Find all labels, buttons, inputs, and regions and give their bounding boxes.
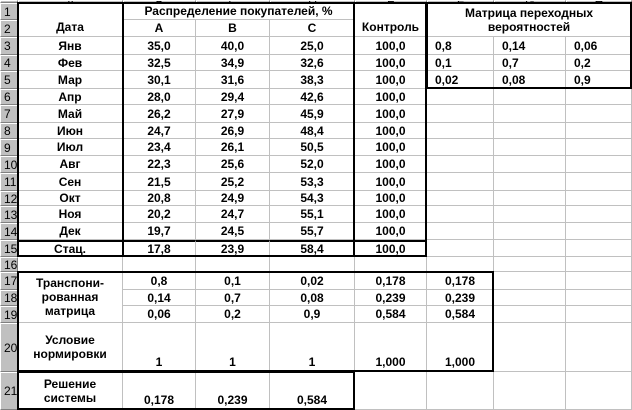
- share-a-cell[interactable]: 28,0: [123, 89, 196, 105]
- month-label[interactable]: Май: [18, 105, 123, 123]
- matrix-cell[interactable]: 0,14: [494, 37, 566, 55]
- empty-cell[interactable]: [494, 123, 566, 139]
- empty-cell[interactable]: [427, 223, 494, 240]
- empty-cell[interactable]: [566, 306, 632, 323]
- empty-cell[interactable]: [427, 123, 494, 139]
- empty-cell[interactable]: [494, 272, 566, 290]
- empty-cell[interactable]: [494, 206, 566, 223]
- normalization-cell[interactable]: 1,000: [355, 323, 427, 372]
- empty-cell[interactable]: [566, 89, 632, 105]
- share-b-cell[interactable]: 25,2: [196, 173, 270, 191]
- row-header-7[interactable]: 7: [0, 105, 18, 123]
- empty-cell[interactable]: [196, 257, 270, 272]
- share-b-cell[interactable]: 34,9: [196, 55, 270, 71]
- month-label[interactable]: Окт: [18, 191, 123, 206]
- empty-cell[interactable]: [494, 89, 566, 105]
- empty-cell[interactable]: [427, 139, 494, 156]
- row-header-11[interactable]: 11: [0, 173, 18, 191]
- empty-cell[interactable]: [566, 372, 632, 410]
- matrix-cell[interactable]: 0,08: [494, 71, 566, 89]
- month-label[interactable]: Ноя: [18, 206, 123, 223]
- empty-cell[interactable]: [566, 173, 632, 191]
- empty-cell[interactable]: [566, 206, 632, 223]
- month-label[interactable]: Июн: [18, 123, 123, 139]
- transposed-cell[interactable]: 0,2: [196, 306, 270, 323]
- share-b-cell[interactable]: 26,9: [196, 123, 270, 139]
- share-c-cell[interactable]: 32,6: [270, 55, 355, 71]
- share-a-cell[interactable]: 21,5: [123, 173, 196, 191]
- empty-cell[interactable]: [427, 105, 494, 123]
- empty-cell[interactable]: [566, 240, 632, 257]
- share-a-cell[interactable]: 24,7: [123, 123, 196, 139]
- normalization-cell[interactable]: 1,000: [427, 323, 494, 372]
- share-c-cell[interactable]: 53,3: [270, 173, 355, 191]
- share-b-cell[interactable]: 40,0: [196, 37, 270, 55]
- matrix-cell[interactable]: 0,7: [494, 55, 566, 71]
- share-c-cell[interactable]: 48,4: [270, 123, 355, 139]
- empty-cell[interactable]: [427, 156, 494, 173]
- matrix-cell[interactable]: 0,9: [566, 71, 632, 89]
- row-header-17[interactable]: 17: [0, 272, 18, 290]
- empty-cell[interactable]: [566, 105, 632, 123]
- row-header-8[interactable]: 8: [0, 123, 18, 139]
- row-header-19[interactable]: 19: [0, 306, 18, 323]
- empty-cell[interactable]: [355, 372, 427, 410]
- empty-cell[interactable]: [494, 323, 566, 372]
- empty-cell[interactable]: [494, 105, 566, 123]
- share-a-cell[interactable]: 17,8: [123, 240, 196, 257]
- share-c-cell[interactable]: 54,3: [270, 191, 355, 206]
- empty-cell[interactable]: [355, 257, 427, 272]
- share-c-cell[interactable]: 45,9: [270, 105, 355, 123]
- control-cell[interactable]: 100,0: [355, 191, 427, 206]
- empty-cell[interactable]: [18, 257, 123, 272]
- row-header-13[interactable]: 13: [0, 206, 18, 223]
- header-distribution[interactable]: Распределение покупателей, %: [123, 3, 355, 20]
- empty-cell[interactable]: [566, 191, 632, 206]
- share-c-cell[interactable]: 25,0: [270, 37, 355, 55]
- share-c-cell[interactable]: 50,5: [270, 139, 355, 156]
- control-cell[interactable]: 100,0: [355, 71, 427, 89]
- header-matrix[interactable]: Матрица переходных вероятностей: [427, 3, 632, 37]
- share-b-cell[interactable]: 26,1: [196, 139, 270, 156]
- row-header-14[interactable]: 14: [0, 223, 18, 240]
- header-control[interactable]: Контроль: [355, 3, 427, 37]
- share-a-cell[interactable]: 22,3: [123, 156, 196, 173]
- empty-cell[interactable]: [427, 372, 494, 410]
- header-col-a[interactable]: A: [123, 20, 196, 37]
- empty-cell[interactable]: [566, 290, 632, 306]
- share-b-cell[interactable]: 24,5: [196, 223, 270, 240]
- control-cell[interactable]: 100,0: [355, 206, 427, 223]
- empty-cell[interactable]: [566, 223, 632, 240]
- row-header-21[interactable]: 21: [0, 372, 18, 410]
- normalization-label[interactable]: Условие нормировки: [18, 323, 123, 372]
- solution-cell[interactable]: 0,239: [196, 372, 270, 410]
- empty-cell[interactable]: [494, 139, 566, 156]
- normalization-cell[interactable]: 1: [123, 323, 196, 372]
- row-header-16[interactable]: 16: [0, 257, 18, 272]
- empty-cell[interactable]: [566, 257, 632, 272]
- control-cell[interactable]: 100,0: [355, 37, 427, 55]
- share-b-cell[interactable]: 31,6: [196, 71, 270, 89]
- share-b-cell[interactable]: 29,4: [196, 89, 270, 105]
- control-cell[interactable]: 100,0: [355, 55, 427, 71]
- transposed-cell[interactable]: 0,1: [196, 272, 270, 290]
- share-c-cell[interactable]: 55,7: [270, 223, 355, 240]
- empty-cell[interactable]: [494, 156, 566, 173]
- share-c-cell[interactable]: 52,0: [270, 156, 355, 173]
- empty-cell[interactable]: [494, 173, 566, 191]
- solution-label[interactable]: Решение системы: [18, 372, 123, 410]
- share-c-cell[interactable]: 58,4: [270, 240, 355, 257]
- transposed-label[interactable]: [18, 272, 123, 323]
- empty-cell[interactable]: [566, 272, 632, 290]
- empty-cell[interactable]: [494, 372, 566, 410]
- matrix-cell[interactable]: 0,1: [427, 55, 494, 71]
- row-header-20[interactable]: 20: [0, 323, 18, 372]
- transposed-label-line: матрица: [44, 304, 96, 318]
- row-header-9[interactable]: 9: [0, 139, 18, 156]
- transposed-cell[interactable]: 0,178: [355, 272, 427, 290]
- empty-cell[interactable]: [427, 257, 494, 272]
- transposed-cell[interactable]: 0,02: [270, 272, 355, 290]
- row-header-15[interactable]: 15: [0, 240, 18, 257]
- solution-cell[interactable]: 0,584: [270, 372, 355, 410]
- control-cell[interactable]: 100,0: [355, 223, 427, 240]
- empty-cell[interactable]: [494, 306, 566, 323]
- empty-cell[interactable]: [566, 139, 632, 156]
- share-b-cell[interactable]: 24,7: [196, 206, 270, 223]
- month-label[interactable]: Сен: [18, 173, 123, 191]
- control-cell[interactable]: 100,0: [355, 105, 427, 123]
- month-label[interactable]: Стац.: [18, 240, 123, 257]
- normalization-cell[interactable]: 1: [270, 323, 355, 372]
- row-header-12[interactable]: 12: [0, 191, 18, 206]
- transposed-cell[interactable]: 0,178: [427, 272, 494, 290]
- normalization-cell[interactable]: 1: [196, 323, 270, 372]
- row-header-10[interactable]: 10: [0, 156, 18, 173]
- share-c-cell[interactable]: 38,3: [270, 71, 355, 89]
- empty-cell[interactable]: [494, 257, 566, 272]
- empty-cell[interactable]: [427, 191, 494, 206]
- month-label[interactable]: Янв: [18, 37, 123, 55]
- empty-cell[interactable]: [427, 240, 494, 257]
- transposed-cell[interactable]: 0,9: [270, 306, 355, 323]
- share-b-cell[interactable]: 24,9: [196, 191, 270, 206]
- transposed-label-line: Транспони-: [36, 276, 104, 290]
- month-label[interactable]: Апр: [18, 89, 123, 105]
- empty-cell[interactable]: [566, 123, 632, 139]
- control-cell[interactable]: 100,0: [355, 123, 427, 139]
- empty-cell[interactable]: [494, 290, 566, 306]
- row-header-1[interactable]: 1: [0, 3, 18, 20]
- transposed-cell[interactable]: 0,239: [355, 290, 427, 306]
- transposed-cell[interactable]: 0,239: [427, 290, 494, 306]
- empty-cell[interactable]: [427, 206, 494, 223]
- row-header-2[interactable]: 2: [0, 20, 18, 37]
- share-c-cell[interactable]: 55,1: [270, 206, 355, 223]
- row-header-4[interactable]: 4: [0, 55, 18, 71]
- control-cell[interactable]: 100,0: [355, 89, 427, 105]
- empty-cell[interactable]: [427, 89, 494, 105]
- empty-cell[interactable]: [494, 223, 566, 240]
- header-col-c[interactable]: C: [270, 20, 355, 37]
- share-b-cell[interactable]: 25,6: [196, 156, 270, 173]
- share-a-cell[interactable]: 20,8: [123, 191, 196, 206]
- matrix-cell[interactable]: 0,8: [427, 37, 494, 55]
- control-cell[interactable]: 100,0: [355, 173, 427, 191]
- row-header-6[interactable]: 6: [0, 89, 18, 105]
- control-cell[interactable]: 100,0: [355, 156, 427, 173]
- empty-cell[interactable]: [270, 257, 355, 272]
- share-a-cell[interactable]: 26,2: [123, 105, 196, 123]
- month-label[interactable]: Июл: [18, 139, 123, 156]
- transposed-cell[interactable]: 0,06: [123, 306, 196, 323]
- share-a-cell[interactable]: 32,5: [123, 55, 196, 71]
- month-label[interactable]: Авг: [18, 156, 123, 173]
- empty-cell[interactable]: [123, 257, 196, 272]
- control-cell[interactable]: 100,0: [355, 240, 427, 257]
- transposed-label-line: рованная: [41, 290, 99, 304]
- transposed-cell[interactable]: 0,7: [196, 290, 270, 306]
- month-label[interactable]: Мар: [18, 71, 123, 89]
- share-a-cell[interactable]: 20,2: [123, 206, 196, 223]
- empty-cell[interactable]: [494, 191, 566, 206]
- solution-cell[interactable]: 0,178: [123, 372, 196, 410]
- share-b-cell[interactable]: 23,9: [196, 240, 270, 257]
- row-header-18[interactable]: 18: [0, 290, 18, 306]
- empty-cell[interactable]: [566, 156, 632, 173]
- month-label[interactable]: Дек: [18, 223, 123, 240]
- share-a-cell[interactable]: 30,1: [123, 71, 196, 89]
- header-col-b[interactable]: B: [196, 20, 270, 37]
- transposed-cell[interactable]: 0,8: [123, 272, 196, 290]
- transposed-cell[interactable]: 0,584: [427, 306, 494, 323]
- transposed-cell[interactable]: 0,14: [123, 290, 196, 306]
- empty-cell[interactable]: [427, 173, 494, 191]
- row-header-3[interactable]: 3: [0, 37, 18, 55]
- matrix-cell[interactable]: 0,02: [427, 71, 494, 89]
- empty-cell[interactable]: [566, 323, 632, 372]
- share-a-cell[interactable]: 19,7: [123, 223, 196, 240]
- header-date[interactable]: Дата: [18, 3, 123, 37]
- transposed-cell[interactable]: 0,584: [355, 306, 427, 323]
- month-label[interactable]: Фев: [18, 55, 123, 71]
- matrix-cell[interactable]: 0,2: [566, 55, 632, 71]
- share-b-cell[interactable]: 27,9: [196, 105, 270, 123]
- share-c-cell[interactable]: 42,6: [270, 89, 355, 105]
- empty-cell[interactable]: [494, 240, 566, 257]
- row-header-5[interactable]: 5: [0, 71, 18, 89]
- transposed-cell[interactable]: 0,08: [270, 290, 355, 306]
- matrix-cell[interactable]: 0,06: [566, 37, 632, 55]
- control-cell[interactable]: 100,0: [355, 139, 427, 156]
- share-a-cell[interactable]: 35,0: [123, 37, 196, 55]
- share-a-cell[interactable]: 23,4: [123, 139, 196, 156]
